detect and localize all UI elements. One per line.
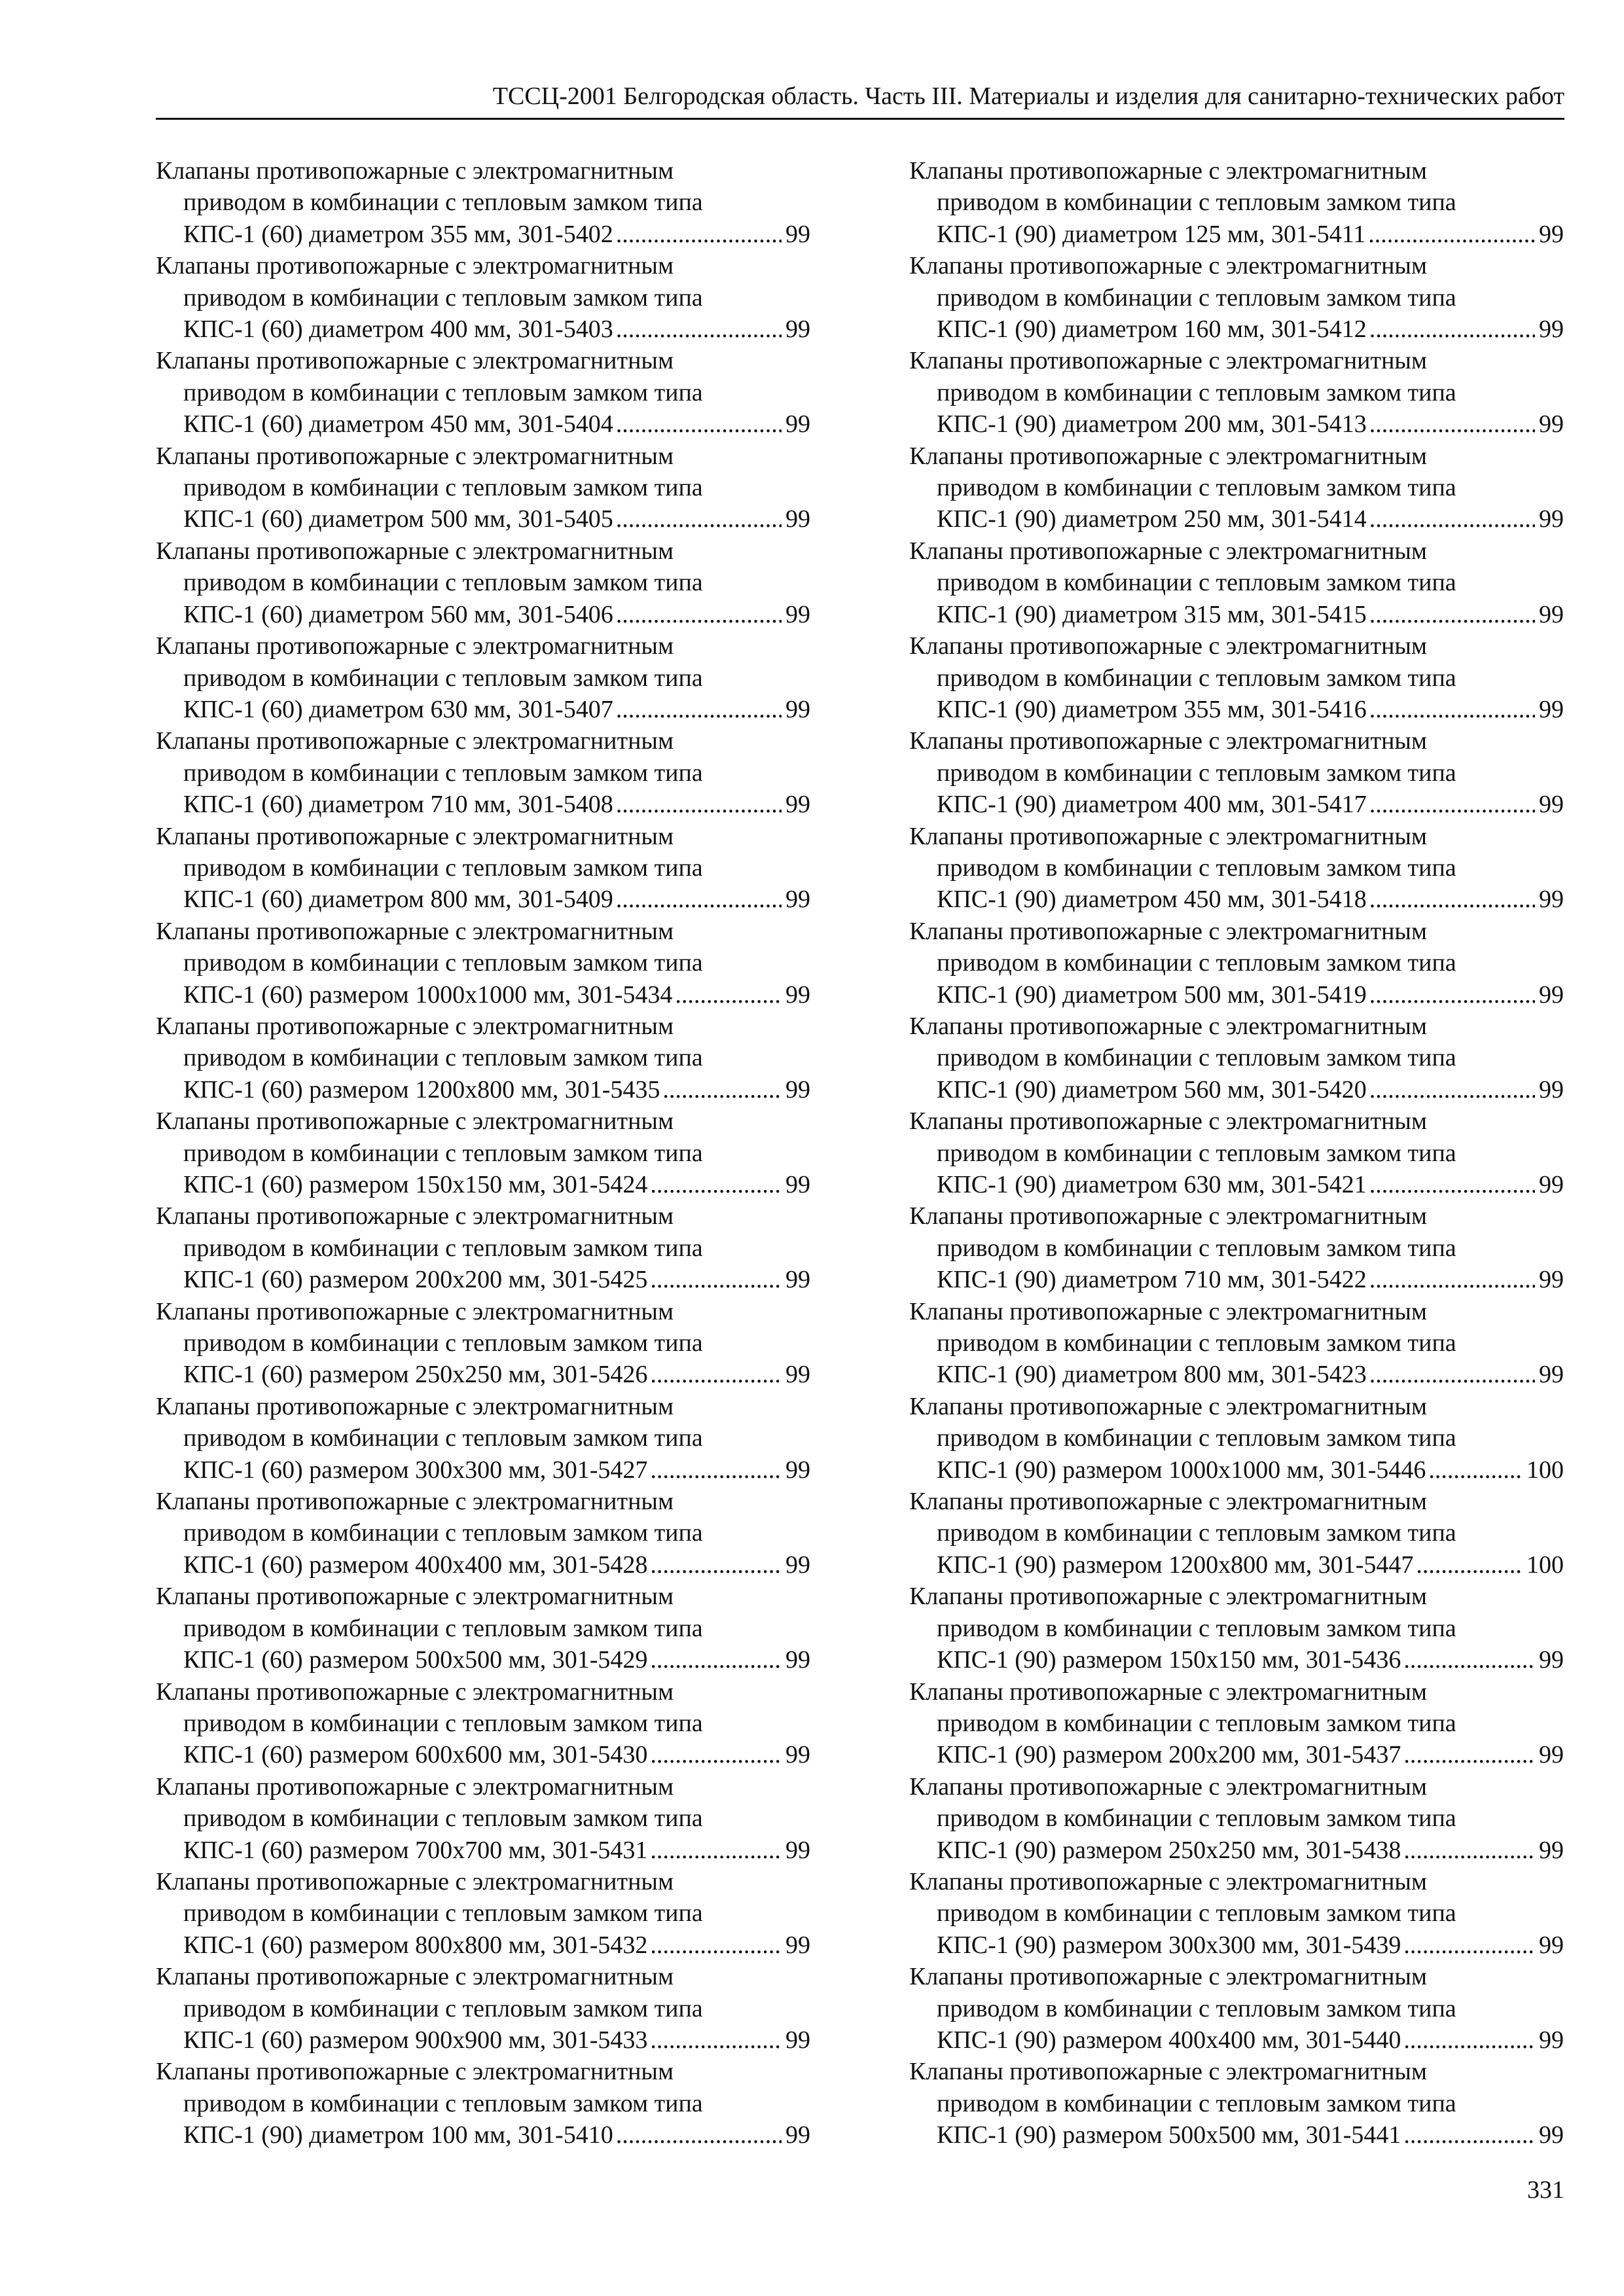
entry-line-1: Клапаны противопожарные с электромагнитным <box>909 2058 1428 2086</box>
entry-page-ref: 99 <box>1539 695 1564 723</box>
entry-page-ref: 99 <box>1539 315 1564 344</box>
entry-line-2: приводом в комбинации с тепловым замком типа <box>937 949 1456 977</box>
dot-leader <box>1367 789 1535 820</box>
entry-item-text: КПС-1 (60) диаметром 400 мм, 301-5403 <box>183 315 613 344</box>
entry-line-1: Клапаны противопожарные с электромагнитным <box>156 917 674 945</box>
entry-line-1: Клапаны противопожарные с электромагнитным <box>156 1772 674 1801</box>
entry-page-ref: 99 <box>785 220 810 248</box>
entry-item-text: КПС-1 (90) диаметром 200 мм, 301-5413 <box>937 410 1367 439</box>
entry-line-3 <box>909 1644 1564 1676</box>
entry-page-ref: 99 <box>785 1931 810 1959</box>
entry-line-1: Клапаны противопожарные с электромагнитным <box>156 1963 674 1991</box>
entry-line-1: Клапаны противопожарные с электромагнитным <box>909 1867 1428 1895</box>
entry-item-text: КПС-1 (90) диаметром 450 мм, 301-5418 <box>937 886 1367 914</box>
dot-leader <box>613 219 782 250</box>
entry-page-ref: 99 <box>785 2026 810 2054</box>
entry-line-1: Клапаны противопожарные с электромагнитным <box>156 1202 674 1230</box>
entry-line-2: приводом в комбинации с тепловым замком типа <box>937 283 1456 312</box>
index-entry <box>156 1391 810 1486</box>
dot-leader <box>1401 1644 1535 1676</box>
entry-item-text: КПС-1 (60) размером 200х200 мм, 301-5425 <box>183 1266 648 1294</box>
running-header: ТССЦ-2001 Белгородская область. Часть III. Материалы и изделия для санитарно-технических работ <box>492 82 1564 110</box>
entry-page-ref: 99 <box>785 1741 810 1769</box>
entry-item-text: КПС-1 (90) диаметром 100 мм, 301-5410 <box>183 2121 613 2149</box>
entry-line-2: приводом в комбинации с тепловым замком типа <box>937 2089 1456 2117</box>
index-entry <box>156 1105 810 1200</box>
entry-item-text: КПС-1 (60) размером 250х250 мм, 301-5426 <box>183 1361 648 1389</box>
entry-item-text: КПС-1 (60) размером 1200х800 мм, 301-5435 <box>183 1075 660 1103</box>
entry-line-2: приводом в комбинации с тепловым замком типа <box>937 1234 1456 1262</box>
index-entry <box>156 1296 810 1391</box>
entry-line-1: Клапаны противопожарные с электромагнитным <box>156 727 674 755</box>
entry-line-3 <box>156 314 810 345</box>
entry-page-ref: 99 <box>1539 1741 1564 1769</box>
entry-line-3 <box>909 1549 1564 1581</box>
entry-line-3 <box>909 1074 1564 1105</box>
index-entry <box>156 155 810 250</box>
entry-line-2: приводом в комбинации с тепловым замком типа <box>183 1804 703 1833</box>
index-entry <box>909 1581 1564 1676</box>
entry-line-2: приводом в комбинации с тепловым замком типа <box>937 853 1456 882</box>
entry-line-1: Клапаны противопожарные с электромагнитным <box>156 1012 674 1040</box>
entry-page-ref: 99 <box>1539 1266 1564 1294</box>
dot-leader <box>613 599 782 630</box>
dot-leader <box>1401 1739 1535 1770</box>
entry-line-1: Клапаны противопожарные с электромагнитным <box>909 1677 1428 1706</box>
index-entry <box>909 1011 1564 1105</box>
index-entry <box>909 1391 1564 1486</box>
entry-line-3 <box>909 694 1564 725</box>
entry-line-2: приводом в комбинации с тепловым замком типа <box>937 1139 1456 1167</box>
index-entry <box>909 1200 1564 1295</box>
entry-item-text: КПС-1 (60) размером 600х600 мм, 301-5430 <box>183 1741 648 1769</box>
dot-leader <box>1365 219 1535 250</box>
entry-page-ref: 99 <box>785 2121 810 2149</box>
entry-line-2: приводом в комбинации с тепловым замком типа <box>937 1994 1456 2022</box>
entry-line-2: приводом в комбинации с тепловым замком типа <box>183 1709 703 1737</box>
entry-item-text: КПС-1 (60) диаметром 450 мм, 301-5404 <box>183 410 613 439</box>
entry-line-3 <box>909 1835 1564 1866</box>
entry-line-1: Клапаны противопожарные с электромагнитным <box>909 822 1428 850</box>
entry-item-text: КПС-1 (60) размером 300х300 мм, 301-5427 <box>183 1456 648 1484</box>
entry-line-2: приводом в комбинации с тепловым замком типа <box>183 1614 703 1642</box>
dot-leader <box>1367 314 1535 345</box>
dot-leader <box>613 314 782 345</box>
entry-item-text: КПС-1 (90) размером 300х300 мм, 301-5439 <box>937 1931 1401 1959</box>
entry-line-3 <box>909 1454 1564 1486</box>
index-entry <box>156 1200 810 1295</box>
entry-item-text: КПС-1 (60) диаметром 500 мм, 301-5405 <box>183 505 613 533</box>
entry-line-2: приводом в комбинации с тепловым замком типа <box>183 1139 703 1167</box>
entry-page-ref: 99 <box>1539 600 1564 628</box>
entry-page-ref: 99 <box>785 505 810 533</box>
entry-page-ref: 99 <box>785 600 810 628</box>
entry-line-3 <box>156 503 810 535</box>
entry-line-1: Клапаны противопожарные с электромагнитным <box>156 347 674 375</box>
entry-item-text: КПС-1 (90) диаметром 400 мм, 301-5417 <box>937 791 1367 819</box>
index-entry <box>909 155 1564 250</box>
entry-item-text: КПС-1 (90) диаметром 710 мм, 301-5422 <box>937 1266 1367 1294</box>
index-entry <box>909 1105 1564 1200</box>
entry-line-1: Клапаны противопожарные с электромагнитным <box>156 157 674 185</box>
entry-line-3 <box>156 1835 810 1866</box>
entry-item-text: КПС-1 (90) диаметром 250 мм, 301-5414 <box>937 505 1367 533</box>
entry-line-1: Клапаны противопожарные с электромагнитным <box>909 1963 1428 1991</box>
entry-item-text: КПС-1 (60) размером 400х400 мм, 301-5428 <box>183 1551 648 1579</box>
index-entry <box>156 250 810 345</box>
entry-line-3 <box>156 1644 810 1676</box>
index-entry <box>909 1866 1564 1961</box>
entry-page-ref: 99 <box>785 1836 810 1864</box>
dot-leader <box>1367 1074 1535 1105</box>
entry-item-text: КПС-1 (90) размером 250х250 мм, 301-5438 <box>937 1836 1401 1864</box>
entry-line-1: Клапаны противопожарные с электромагнитным <box>909 537 1428 565</box>
index-entry <box>156 1676 810 1771</box>
dot-leader <box>1401 1929 1535 1961</box>
entry-item-text: КПС-1 (60) размером 1000х1000 мм, 301-5434 <box>183 980 673 1009</box>
entry-line-3 <box>909 503 1564 535</box>
entry-line-3 <box>909 884 1564 915</box>
entry-line-3 <box>156 1264 810 1295</box>
index-entry <box>909 1486 1564 1581</box>
entry-line-3 <box>909 1264 1564 1295</box>
entry-line-1: Клапаны противопожарные с электромагнитным <box>156 1297 674 1325</box>
entry-line-2: приводом в комбинации с тепловым замком типа <box>937 1329 1456 1357</box>
entry-line-2: приводом в комбинации с тепловым замком типа <box>937 759 1456 787</box>
entry-line-3 <box>156 1074 810 1105</box>
entry-line-3 <box>156 2119 810 2151</box>
entry-item-text: КПС-1 (90) размером 1000х1000 мм, 301-5446 <box>937 1456 1426 1484</box>
entry-line-3 <box>156 408 810 440</box>
entry-line-2: приводом в комбинации с тепловым замком типа <box>937 1424 1456 1452</box>
entry-line-2: приводом в комбинации с тепловым замком типа <box>183 283 703 312</box>
dot-leader <box>647 1549 782 1581</box>
entry-page-ref: 99 <box>785 791 810 819</box>
entry-line-3 <box>156 1359 810 1390</box>
entry-page-ref: 99 <box>785 1266 810 1294</box>
dot-leader <box>647 1169 782 1200</box>
dot-leader <box>1367 979 1535 1011</box>
dot-leader <box>613 694 782 725</box>
entry-line-1: Клапаны противопожарные с электромагнитным <box>156 2058 674 2086</box>
entry-line-3 <box>156 2024 810 2056</box>
entry-item-text: КПС-1 (90) размером 1200х800 мм, 301-5447 <box>937 1551 1414 1579</box>
entry-page-ref: 99 <box>785 1646 810 1674</box>
index-entry <box>909 250 1564 345</box>
entry-item-text: КПС-1 (90) размером 400х400 мм, 301-5440 <box>937 2026 1401 2054</box>
dot-leader <box>613 789 782 820</box>
entry-item-text: КПС-1 (60) диаметром 800 мм, 301-5409 <box>183 886 613 914</box>
entry-page-ref: 99 <box>785 410 810 439</box>
index-entry <box>909 630 1564 725</box>
entry-line-3 <box>156 599 810 630</box>
entry-line-2: приводом в комбинации с тепловым замком типа <box>937 1899 1456 1928</box>
entry-line-2: приводом в комбинации с тепловым замком типа <box>183 1899 703 1928</box>
dot-leader <box>647 1454 782 1486</box>
entry-line-1: Клапаны противопожарные с электромагнитным <box>156 632 674 660</box>
entry-line-2: приводом в комбинации с тепловым замком типа <box>937 664 1456 692</box>
entry-line-1: Клапаны противопожарные с электромагнитным <box>156 1107 674 1136</box>
entry-page-ref: 99 <box>1539 1361 1564 1389</box>
dot-leader <box>1367 1359 1535 1390</box>
entry-line-3 <box>156 1549 810 1581</box>
entry-line-1: Клапаны противопожарные с электромагнитным <box>909 727 1428 755</box>
entry-line-3 <box>909 1169 1564 1200</box>
entry-line-1: Клапаны противопожарные с электромагнитным <box>909 1202 1428 1230</box>
index-entry <box>909 916 1564 1011</box>
index-entry <box>156 821 810 916</box>
entry-item-text: КПС-1 (90) диаметром 500 мм, 301-5419 <box>937 980 1367 1009</box>
dot-leader <box>647 1929 782 1961</box>
entry-line-2: приводом в комбинации с тепловым замком типа <box>183 853 703 882</box>
entry-line-1: Клапаны противопожарные с электромагнитным <box>156 1488 674 1516</box>
index-entry <box>909 1961 1564 2056</box>
entry-page-ref: 99 <box>1539 1646 1564 1674</box>
entry-line-3 <box>909 2119 1564 2151</box>
entry-page-ref: 99 <box>785 980 810 1009</box>
index-entry <box>156 535 810 630</box>
entry-item-text: КПС-1 (90) диаметром 800 мм, 301-5423 <box>937 1361 1367 1389</box>
entry-line-3 <box>909 2024 1564 2056</box>
entry-line-1: Клапаны противопожарные с электромагнитным <box>909 1583 1428 1611</box>
entry-line-2: приводом в комбинации с тепловым замком типа <box>183 1234 703 1262</box>
entry-line-3 <box>156 789 810 820</box>
dot-leader <box>1367 1169 1535 1200</box>
entry-item-text: КПС-1 (90) диаметром 315 мм, 301-5415 <box>937 600 1367 628</box>
entry-line-1: Клапаны противопожарные с электромагнитным <box>909 632 1428 660</box>
dot-leader <box>1426 1454 1523 1486</box>
entry-line-3 <box>909 219 1564 250</box>
entry-line-1: Клапаны противопожарные с электромагнитным <box>909 1012 1428 1040</box>
index-entry <box>909 440 1564 535</box>
entry-line-2: приводом в комбинации с тепловым замком типа <box>183 1519 703 1547</box>
entry-item-text: КПС-1 (60) диаметром 355 мм, 301-5402 <box>183 220 613 248</box>
entry-item-text: КПС-1 (60) размером 900х900 мм, 301-5433 <box>183 2026 648 2054</box>
entry-line-3 <box>909 1739 1564 1770</box>
index-entry <box>156 1486 810 1581</box>
entry-page-ref: 99 <box>785 1361 810 1389</box>
index-entry <box>156 440 810 535</box>
entry-line-2: приводом в комбинации с тепловым замком типа <box>183 188 703 217</box>
entry-page-ref: 99 <box>785 886 810 914</box>
entry-line-3 <box>156 979 810 1011</box>
dot-leader <box>613 2119 782 2151</box>
entry-line-2: приводом в комбинации с тепловым замком типа <box>183 1044 703 1072</box>
entry-item-text: КПС-1 (90) диаметром 160 мм, 301-5412 <box>937 315 1367 344</box>
index-entry <box>156 1866 810 1961</box>
entry-line-2: приводом в комбинации с тепловым замком типа <box>937 569 1456 597</box>
dot-leader <box>1401 2119 1535 2151</box>
dot-leader <box>647 1264 782 1295</box>
entry-page-ref: 99 <box>1539 1075 1564 1103</box>
entry-item-text: КПС-1 (60) размером 500х500 мм, 301-5429 <box>183 1646 648 1674</box>
dot-leader <box>1413 1549 1523 1581</box>
dot-leader <box>672 979 782 1011</box>
index-entry <box>156 725 810 820</box>
entry-line-2: приводом в комбинации с тепловым замком типа <box>183 759 703 787</box>
dot-leader <box>1367 599 1535 630</box>
entry-line-2: приводом в комбинации с тепловым замком типа <box>183 2089 703 2117</box>
index-entry <box>156 345 810 440</box>
dot-leader <box>660 1074 782 1105</box>
dot-leader <box>613 503 782 535</box>
entry-page-ref: 99 <box>1539 410 1564 439</box>
entry-page-ref: 100 <box>1526 1456 1564 1484</box>
entry-line-3 <box>909 599 1564 630</box>
dot-leader <box>647 1835 782 1866</box>
index-entry <box>156 1581 810 1676</box>
entry-line-3 <box>156 884 810 915</box>
entry-line-3 <box>156 1454 810 1486</box>
entry-line-3 <box>156 1169 810 1200</box>
entry-line-2: приводом в комбинации с тепловым замком типа <box>937 1804 1456 1833</box>
entry-page-ref: 99 <box>1539 505 1564 533</box>
index-entry <box>156 1771 810 1866</box>
entry-line-2: приводом в комбинации с тепловым замком типа <box>183 1424 703 1452</box>
entry-line-2: приводом в комбинации с тепловым замком типа <box>183 569 703 597</box>
entry-line-2: приводом в комбинации с тепловым замком типа <box>937 1519 1456 1547</box>
entry-line-3 <box>909 408 1564 440</box>
page-number: 331 <box>1527 2176 1564 2204</box>
entry-item-text: КПС-1 (90) диаметром 560 мм, 301-5420 <box>937 1075 1367 1103</box>
index-column-right <box>909 155 1564 2151</box>
entry-page-ref: 99 <box>1539 791 1564 819</box>
index-entry <box>156 1961 810 2056</box>
entry-page-ref: 99 <box>1539 2026 1564 2054</box>
entry-line-3 <box>156 219 810 250</box>
index-entry <box>909 345 1564 440</box>
dot-leader <box>1401 2024 1535 2056</box>
entry-line-1: Клапаны противопожарные с электромагнитным <box>909 1772 1428 1801</box>
entry-line-1: Клапаны противопожарные с электромагнитным <box>909 1392 1428 1420</box>
entry-item-text: КПС-1 (60) диаметром 630 мм, 301-5407 <box>183 695 613 723</box>
dot-leader <box>647 1644 782 1676</box>
entry-page-ref: 99 <box>1539 2121 1564 2149</box>
entry-item-text: КПС-1 (60) диаметром 710 мм, 301-5408 <box>183 791 613 819</box>
index-entry <box>909 2056 1564 2151</box>
entry-line-2: приводом в комбинации с тепловым замком типа <box>183 1329 703 1357</box>
entry-page-ref: 99 <box>785 315 810 344</box>
entry-line-2: приводом в комбинации с тепловым замком типа <box>183 1994 703 2022</box>
entry-line-1: Клапаны противопожарные с электромагнитным <box>156 822 674 850</box>
entry-item-text: КПС-1 (90) диаметром 125 мм, 301-5411 <box>937 220 1366 248</box>
entry-page-ref: 99 <box>1539 1171 1564 1198</box>
index-column-left <box>156 155 810 2151</box>
entry-page-ref: 99 <box>785 695 810 723</box>
dot-leader <box>647 1359 782 1390</box>
dot-leader <box>1367 1264 1535 1295</box>
entry-line-3 <box>909 1359 1564 1390</box>
entry-item-text: КПС-1 (60) диаметром 560 мм, 301-5406 <box>183 600 613 628</box>
index-entry <box>156 2056 810 2151</box>
entry-line-2: приводом в комбинации с тепловым замком типа <box>937 378 1456 406</box>
entry-item-text: КПС-1 (60) размером 800х800 мм, 301-5432 <box>183 1931 648 1959</box>
dot-leader <box>613 408 782 440</box>
entry-line-1: Клапаны противопожарные с электромагнитным <box>156 1392 674 1420</box>
entry-line-1: Клапаны противопожарные с электромагнитным <box>909 347 1428 375</box>
entry-line-2: приводом в комбинации с тепловым замком типа <box>183 664 703 692</box>
entry-line-3 <box>909 314 1564 345</box>
entry-line-3 <box>909 979 1564 1011</box>
dot-leader <box>1401 1835 1535 1866</box>
dot-leader <box>647 2024 782 2056</box>
entry-line-1: Клапаны противопожарные с электромагнитным <box>156 1677 674 1706</box>
entry-line-1: Клапаны противопожарные с электромагнитным <box>156 1583 674 1611</box>
entry-line-1: Клапаны противопожарные с электромагнитным <box>156 537 674 565</box>
entry-line-1: Клапаны противопожарные с электромагнитным <box>909 917 1428 945</box>
entry-line-1: Клапаны противопожарные с электромагнитным <box>909 157 1428 185</box>
entry-item-text: КПС-1 (90) диаметром 355 мм, 301-5416 <box>937 695 1367 723</box>
entry-line-2: приводом в комбинации с тепловым замком типа <box>937 1709 1456 1737</box>
entry-line-2: приводом в комбинации с тепловым замком типа <box>937 474 1456 502</box>
entry-line-2: приводом в комбинации с тепловым замком типа <box>183 474 703 502</box>
entry-page-ref: 99 <box>785 1171 810 1198</box>
dot-leader <box>1367 408 1535 440</box>
entry-line-1: Клапаны противопожарные с электромагнитным <box>156 252 674 280</box>
entry-line-2: приводом в комбинации с тепловым замком типа <box>183 378 703 406</box>
dot-leader <box>1367 884 1535 915</box>
entry-line-2: приводом в комбинации с тепловым замком типа <box>183 949 703 977</box>
entry-line-2: приводом в комбинации с тепловым замком типа <box>937 188 1456 217</box>
entry-page-ref: 100 <box>1526 1551 1564 1579</box>
entry-line-1: Клапаны противопожарные с электромагнитным <box>156 1867 674 1895</box>
dot-leader <box>1367 694 1535 725</box>
entry-page-ref: 99 <box>1539 1836 1564 1864</box>
index-entry <box>909 1676 1564 1771</box>
entry-page-ref: 99 <box>785 1075 810 1103</box>
entry-page-ref: 99 <box>1539 980 1564 1009</box>
entry-line-1: Клапаны противопожарные с электромагнитным <box>909 442 1428 470</box>
index-entry <box>909 821 1564 916</box>
entry-item-text: КПС-1 (60) размером 700х700 мм, 301-5431 <box>183 1836 648 1864</box>
entry-line-2: приводом в комбинации с тепловым замком типа <box>937 1614 1456 1642</box>
entry-page-ref: 99 <box>1539 220 1564 248</box>
entry-line-1: Клапаны противопожарные с электромагнитным <box>909 1107 1428 1136</box>
entry-item-text: КПС-1 (90) диаметром 630 мм, 301-5421 <box>937 1171 1367 1198</box>
dot-leader <box>647 1739 782 1770</box>
entry-page-ref: 99 <box>785 1456 810 1484</box>
index-entry <box>156 1011 810 1105</box>
entry-item-text: КПС-1 (90) размером 500х500 мм, 301-5441 <box>937 2121 1401 2149</box>
entry-line-3 <box>909 1929 1564 1961</box>
entry-line-2: приводом в комбинации с тепловым замком типа <box>937 1044 1456 1072</box>
entry-line-3 <box>909 789 1564 820</box>
entry-line-3 <box>156 694 810 725</box>
entry-item-text: КПС-1 (60) размером 150х150 мм, 301-5424 <box>183 1171 648 1198</box>
entry-item-text: КПС-1 (90) размером 200х200 мм, 301-5437 <box>937 1741 1401 1769</box>
index-entry <box>909 725 1564 820</box>
entry-line-3 <box>156 1739 810 1770</box>
index-entry <box>156 630 810 725</box>
entry-line-1: Клапаны противопожарные с электромагнитным <box>156 442 674 470</box>
entry-line-3 <box>156 1929 810 1961</box>
entry-line-1: Клапаны противопожарные с электромагнитным <box>909 1297 1428 1325</box>
index-entry <box>909 1771 1564 1866</box>
entry-item-text: КПС-1 (90) размером 150х150 мм, 301-5436 <box>937 1646 1401 1674</box>
entry-page-ref: 99 <box>1539 886 1564 914</box>
dot-leader <box>613 884 782 915</box>
index-entry <box>909 535 1564 630</box>
dot-leader <box>1367 503 1535 535</box>
header-rule <box>156 118 1564 120</box>
entry-line-1: Клапаны противопожарные с электромагнитным <box>909 252 1428 280</box>
index-entry <box>156 916 810 1011</box>
index-entry <box>909 1296 1564 1391</box>
entry-page-ref: 99 <box>1539 1931 1564 1959</box>
entry-page-ref: 99 <box>785 1551 810 1579</box>
entry-line-1: Клапаны противопожарные с электромагнитным <box>909 1488 1428 1516</box>
